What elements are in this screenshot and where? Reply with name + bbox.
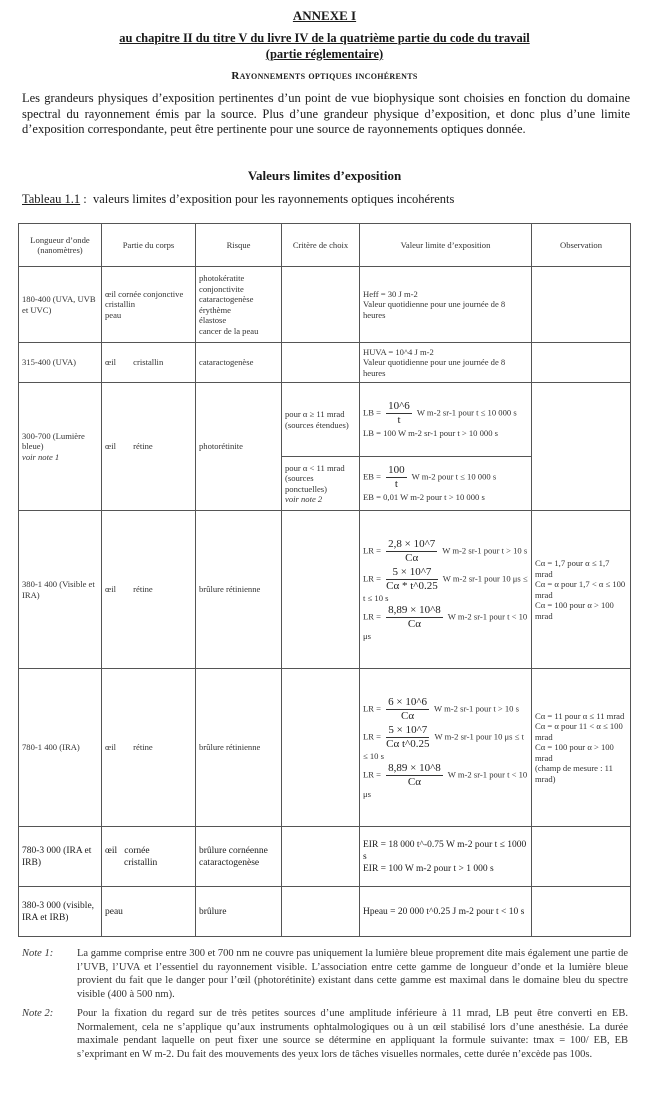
equation-line xyxy=(363,724,528,762)
cell-limit-value xyxy=(360,511,532,669)
section-title: Rayonnements optiques incohérents xyxy=(231,70,418,82)
cell-observation xyxy=(532,383,631,511)
cell-limit-value xyxy=(360,457,532,511)
header-limit-value: Valeur limite d’exposition xyxy=(360,224,532,267)
fraction xyxy=(386,538,437,565)
note-item xyxy=(22,947,628,1001)
chapter-line: au chapitre II du titre V du livre IV de la quatrième partie du code du travail xyxy=(119,31,530,45)
cell-criterion xyxy=(282,343,360,383)
cell-risk: brûlure rétinienne xyxy=(196,511,282,669)
equation-line xyxy=(363,762,528,800)
fraction-numerator: 2,8 × 10^7 xyxy=(388,537,436,550)
header-wavelength: Longueur d’onde (nanomètres) xyxy=(19,224,102,267)
cell-criterion xyxy=(282,511,360,669)
cell-body-part: œil rétine xyxy=(102,669,196,827)
cell-criterion xyxy=(282,887,360,937)
table-row xyxy=(19,827,631,887)
cell-observation xyxy=(532,827,631,887)
cell-criterion: pour α ≥ 11 mrad (sources étendues) xyxy=(282,383,360,457)
table-caption-text: valeurs limites d’exposition pour les rayonnements optiques incohérents xyxy=(93,192,455,206)
equation-lhs: LB = xyxy=(363,407,381,418)
equation-lhs: LR = xyxy=(363,730,381,741)
fraction xyxy=(386,724,429,751)
equation-line xyxy=(363,696,528,723)
cell-wavelength: 380-1 400 (Visible et IRA) xyxy=(19,511,102,669)
note-item xyxy=(22,1007,628,1061)
header-risk: Risque xyxy=(196,224,282,267)
chapter-title xyxy=(0,30,649,62)
criterion-note: voir note 2 xyxy=(285,494,323,504)
fraction-numerator: 6 × 10^6 xyxy=(388,695,428,708)
fraction xyxy=(386,400,412,427)
equation-lhs: LR = xyxy=(363,544,381,555)
table-row xyxy=(19,383,631,457)
intro-paragraph: Les grandeurs physiques d’exposition pertinentes d’un point de vue biophysique sont choisies en fonction du domaine spectral du rayonnement émis par la source. Plus d’une grandeur physique d’exposition, et donc plus d’une limite d’exposition correspondante, peut être pertinente pour une source de rayonnements optiques donnée. xyxy=(22,91,630,136)
cell-body-part: œil cornée cristallin xyxy=(102,827,196,887)
equation-condition: W m-2 sr-1 pour 10 μs ≤ t ≤ 10 s xyxy=(363,730,524,761)
fraction-numerator: 5 × 10^7 xyxy=(392,565,432,578)
cell-body-part: œil cristallin xyxy=(102,343,196,383)
cell-wavelength: 780-3 000 (IRA et IRB) xyxy=(19,827,102,887)
equation-condition: W m-2 sr-1 pour t < 10 μs xyxy=(363,769,528,799)
equation-line xyxy=(363,604,528,642)
cell-risk: photorétinite xyxy=(196,383,282,511)
header-observation: Observation xyxy=(532,224,631,267)
note-label: Note 2: xyxy=(22,1008,54,1019)
fraction-denominator: Cα xyxy=(386,551,437,565)
cell-risk: brûlure xyxy=(196,887,282,937)
cell-risk: brûlure rétinienne xyxy=(196,669,282,827)
fraction-denominator: Cα t^0.25 xyxy=(386,737,430,750)
header-criterion: Critère de choix xyxy=(282,224,360,267)
cell-limit-value: Heff = 30 J m-2 Valeur quotidienne pour une journée de 8 heures xyxy=(360,267,532,343)
fraction xyxy=(386,696,429,723)
table-caption-label: Tableau 1.1 xyxy=(22,192,81,206)
table-row xyxy=(19,887,631,937)
cell-body-part: œil rétine xyxy=(102,511,196,669)
cell-risk: photokératite conjonctivite cataractogenèse érythème élastose cancer de la peau xyxy=(196,267,282,343)
cell-criterion xyxy=(282,267,360,343)
fraction-denominator: Cα xyxy=(386,709,429,723)
table-row xyxy=(19,511,631,669)
table-caption xyxy=(22,192,454,207)
cell-observation: Cα = 11 pour α ≤ 11 mrad Cα = α pour 11 < α ≤ 100 mrad Cα = 100 pour α > 100 mrad (champ de mesure : 11 mrad) xyxy=(532,669,631,827)
table-row xyxy=(19,343,631,383)
equation-line xyxy=(363,400,528,427)
cell-wavelength: 780-1 400 (IRA) xyxy=(19,669,102,827)
cell-risk: brûlure cornéenne cataractogenèse xyxy=(196,827,282,887)
note-text: Pour la fixation du regard sur de très petites sources d’une amplitude inférieure à 11 mrad, LB peut être converti en EB. Normalement, cela ne s’applique qu’aux instruments ophtalmologiques ou à un œil stabilisé lors d’une anesthésie. La durée maximale pendant laquelle on peut fixer une source se détermine en appliquant la formule suivante: tmax = 100/ EB, EB s’exprimant en W m-2. Du fait des mouvements des yeux lors de tâches visuelles normales, cette durée n’excède pas 100s. xyxy=(77,1008,628,1060)
cell-observation: Cα = 1,7 pour α ≤ 1,7 mrad Cα = α pour 1,7 < α ≤ 100 mrad Cα = 100 pour α > 100 mrad xyxy=(532,511,631,669)
equation-condition: W m-2 sr-1 pour t > 10 s xyxy=(434,702,519,713)
fraction-numerator: 8,89 × 10^8 xyxy=(388,604,441,616)
equation-line: EB = 0,01 W m-2 pour t > 10 000 s xyxy=(363,492,485,503)
fraction-denominator: Cα xyxy=(386,617,443,631)
limits-title: Valeurs limites d’exposition xyxy=(247,168,402,183)
equation-condition: W m-2 sr-1 pour 10 μs ≤ t ≤ 10 s xyxy=(363,572,528,603)
fraction-denominator: t xyxy=(386,477,407,491)
equation-line xyxy=(363,538,528,565)
fraction xyxy=(386,566,438,593)
fraction-denominator: Cα * t^0.25 xyxy=(386,579,438,592)
header-body-part: Partie du corps xyxy=(102,224,196,267)
equation-lhs: LR = xyxy=(363,702,381,713)
equation-condition: W m-2 sr-1 pour t > 10 s xyxy=(442,544,528,555)
cell-risk: cataractogenèse xyxy=(196,343,282,383)
equation-condition: W m-2 pour t ≤ 10 000 s xyxy=(411,471,497,482)
cell-limit-value: HUVA = 10^4 J m-2 Valeur quotidienne pour une journée de 8 heures xyxy=(360,343,532,383)
equation-lhs: EB = xyxy=(363,471,381,482)
cell-observation xyxy=(532,267,631,343)
cell-observation xyxy=(532,887,631,937)
annexe-title: ANNEXE I xyxy=(292,8,357,23)
limits-table xyxy=(18,223,631,937)
equation-lhs: LR = xyxy=(363,611,381,622)
cell-criterion xyxy=(282,827,360,887)
fraction-denominator: Cα xyxy=(386,775,443,789)
wavelength-text: 300-700 (Lumière bleue) xyxy=(22,430,85,452)
table-row xyxy=(19,669,631,827)
fraction-numerator: 100 xyxy=(388,464,405,477)
cell-body-part: œil rétine xyxy=(102,383,196,511)
cell-observation xyxy=(532,343,631,383)
fraction xyxy=(386,604,443,631)
cell-wavelength xyxy=(19,383,102,511)
wavelength-note: voir note 1 xyxy=(22,451,60,462)
criterion-text: pour α < 11 mrad (sources ponctuelles) xyxy=(285,462,345,494)
cell-limit-value xyxy=(360,383,532,457)
equation-line xyxy=(363,566,528,604)
equation-condition: W m-2 sr-1 pour t < 10 μs xyxy=(363,611,528,641)
note-label: Note 1: xyxy=(22,948,54,959)
equation-line: LB = 100 W m-2 sr-1 pour t > 10 000 s xyxy=(363,428,499,439)
cell-limit-value: Hpeau = 20 000 t^0.25 J m-2 pour t < 10 s xyxy=(360,887,532,937)
notes-section xyxy=(22,947,628,1067)
equation-condition: W m-2 sr-1 pour t ≤ 10 000 s xyxy=(416,407,517,418)
fraction-numerator: 5 × 10^7 xyxy=(388,723,428,736)
cell-wavelength: 380-3 000 (visible, IRA et IRB) xyxy=(19,887,102,937)
cell-wavelength: 180-400 (UVA, UVB et UVC) xyxy=(19,267,102,343)
equation-lhs: LR = xyxy=(363,769,381,780)
equation-line xyxy=(363,464,528,491)
table-row xyxy=(19,267,631,343)
cell-wavelength: 315-400 (UVA) xyxy=(19,343,102,383)
fraction-numerator: 8,89 × 10^8 xyxy=(388,762,441,774)
cell-criterion xyxy=(282,457,360,511)
equation-lhs: LR = xyxy=(363,572,381,583)
table-header-row xyxy=(19,224,631,267)
cell-limit-value: EIR = 18 000 t^-0.75 W m-2 pour t ≤ 1000 s EIR = 100 W m-2 pour t > 1 000 s xyxy=(360,827,532,887)
part-line: (partie réglementaire) xyxy=(265,47,384,61)
fraction xyxy=(386,464,407,491)
cell-criterion xyxy=(282,669,360,827)
fraction xyxy=(386,762,443,789)
cell-body-part: peau xyxy=(102,887,196,937)
cell-limit-value xyxy=(360,669,532,827)
cell-body-part: œil cornée conjonctive cristallin peau xyxy=(102,267,196,343)
table-caption-sep: : xyxy=(80,192,87,206)
fraction-numerator: 10^6 xyxy=(388,400,410,413)
fraction-denominator: t xyxy=(386,413,412,427)
note-text: La gamme comprise entre 300 et 700 nm ne couvre pas uniquement la lumière bleue proprement dite mais également une partie de l’UVB, l’UVA et l’essentiel du rayonnement visible. L’association entre cette gamme de longueur d’onde et la lumière bleue provient du fait que le danger pour l’œil (photorétinite) existant dans cette gamme est maximal dans le domaine bleu du spectre visible (400 à 500 nm). xyxy=(77,948,628,1000)
